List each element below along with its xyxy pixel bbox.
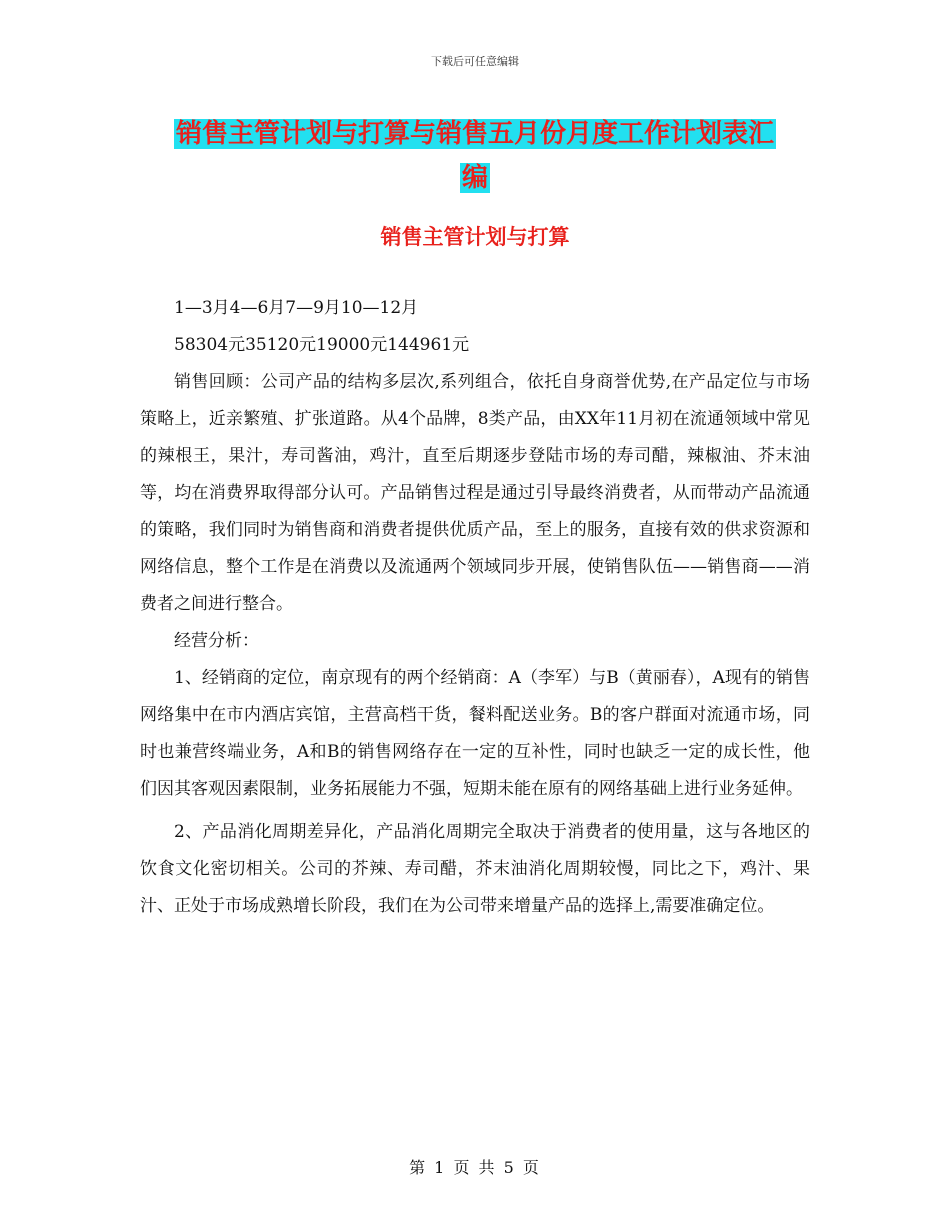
- paragraph-analysis-2: 2、产品消化周期差异化，产品消化周期完全取决于消费者的使用量，这与各地区的饮食文化密切相关。公司的芥辣、寿司醋，芥末油消化周期较慢，同比之下，鸡汁、果汁、正处于市场成熟增长阶段，我们在为公司带来增量产品的选择上,需要准确定位。: [140, 822, 810, 916]
- paragraph-quarters: 1—3月4—6月7—9月10—12月: [174, 298, 419, 318]
- page-header-note: 下载后可任意编辑: [431, 55, 519, 68]
- document-body: [140, 290, 810, 925]
- paragraph-analysis-1: 1、经销商的定位，南京现有的两个经销商：A（李军）与B（黄丽春），A现有的销售网络集中在市内酒店宾馆，主营高档干货，餐料配送业务。B的客户群面对流通市场，同时也兼营终端业务，A和B的销售网络存在一定的互补性，同时也缺乏一定的成长性，他们因其客观因素限制，业务拓展能力不强，短期未能在原有的网络基础上进行业务延伸。: [140, 668, 810, 799]
- document-title-line-1: 销售主管计划与打算与销售五月份月度工作计划表汇: [175, 119, 774, 149]
- page-number: 第 1 页 共 5 页: [409, 1158, 541, 1177]
- section-title: 销售主管计划与打算: [380, 224, 570, 249]
- paragraph-analysis-heading: 经营分析：: [174, 631, 259, 651]
- document-title-line-2: 编: [461, 163, 488, 193]
- document-title: [0, 112, 950, 200]
- paragraph-sales-review: 销售回顾：公司产品的结构多层次,系列组合，依托自身商誉优势,在产品定位与市场策略上，近亲繁殖、扩张道路。从4个品牌，8类产品，由XX年11月初在流通领域中常见的辣根王，果汁，寿司酱油，鸡汁，直至后期逐步登陆市场的寿司醋，辣椒油、芥末油等，均在消费界取得部分认可。产品销售过程是通过引导最终消费者，从而带动产品流通的策略，我们同时为销售商和消费者提供优质产品，至上的服务，直接有效的供求资源和网络信息，整个工作是在消费以及流通两个领域同步开展，使销售队伍——销售商——消费者之间进行整合。: [140, 372, 810, 614]
- paragraph-amounts: 58304元35120元19000元144961元: [174, 335, 470, 355]
